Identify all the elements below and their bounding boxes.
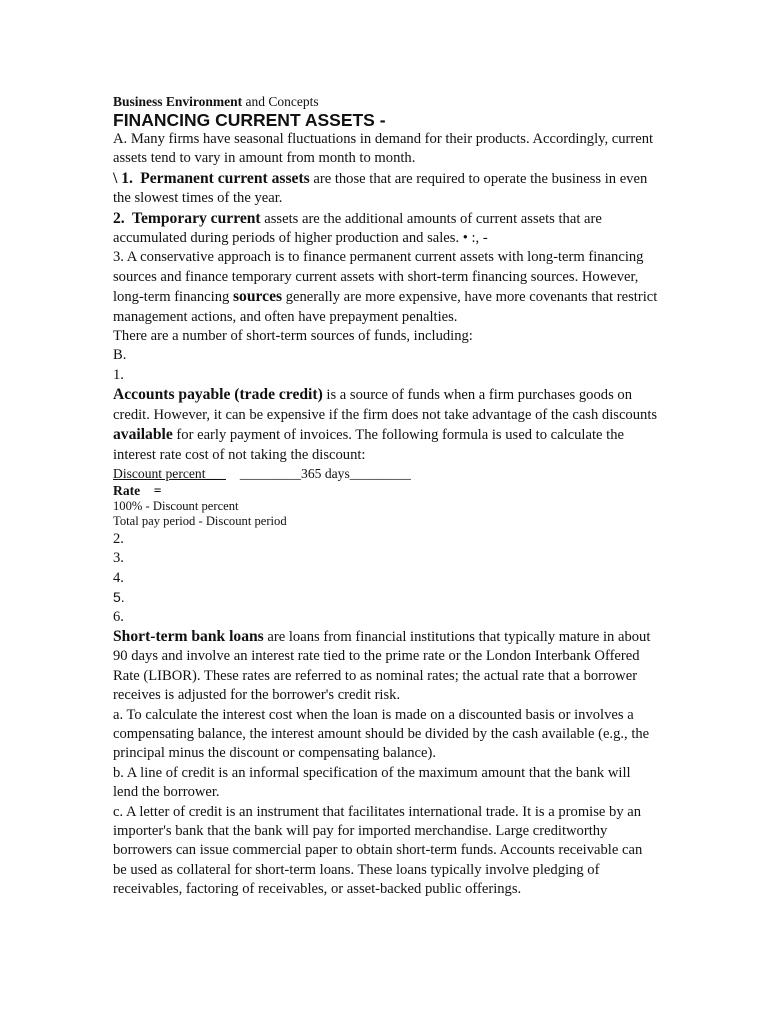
list-number: 2. [113,530,124,547]
item-3 [113,248,658,327]
formula-denominator-left: 100% - Discount percent [113,498,239,513]
list-number: 5. [113,589,125,606]
payable-term-2: available [113,426,173,444]
item-3-text-before: A conservative approach is to finance permanent current assets with long-term financing sources and finance temporary current assets with short-term financing sources. However, long-term financing [113,249,644,306]
item-2-text: assets are the additional amounts of current assets that are accumulated during periods of higher production and sales. • :, - [113,210,602,247]
item-1-number: 1. [121,169,133,187]
header-bold: Business Environment [113,94,243,109]
item-3-number: 3. [113,249,124,266]
payable-term: Accounts payable (trade credit) [113,386,323,404]
bank-text: are loans from financial institutions that typically mature in about 90 days and involve an interest rate tied to the prime rate or the London Interbank Offered Rate (LIBOR). These rates are referred to as nominal rates; the actual rate that a borrower receives is adjusted for the borrower's credit risk. [113,628,651,704]
rate-formula [113,465,658,499]
formula-numerator [113,465,658,482]
formula-rate-label: Rate [113,482,141,498]
list-number: 3. [113,550,124,567]
formula-denominator-right: Total pay period - Discount period [113,514,287,529]
formula-rate [113,482,658,499]
document-body [113,93,658,900]
item-3-text-after: generally are more expensive, have more covenants that restrict management actions, and often have prepayment penalties. [113,289,658,325]
payable-text-before: is a source of funds when a firm purchases goods on credit. However, it can be expensive if the firm does not take advantage of the cash discounts [113,387,658,423]
list-number: 4. [113,569,124,586]
page-header [113,93,658,110]
label-b: B. [113,347,127,364]
page-title: FINANCING CURRENT ASSETS - [113,110,386,130]
bank-loans [113,627,658,706]
item-2-term: Temporary current [132,209,261,227]
sub-item-c: c. A letter of credit is an instrument that facilitates international trade. It is a promise by an importer's bank that the bank will pay for imported merchandise. Large creditworthy borrowers can issue commercial paper to obtain short-term funds. Accounts receivable can be used as collateral for short-term loans. These loans typically involve pledging of receivables, factoring of receivables, or asset-backed public offerings. [113,803,643,898]
payable-text-after: for early payment of invoices. The following formula is used to calculate the interest rate cost of not taking the discount: [113,427,624,463]
item-1-term: Permanent current assets [140,169,310,187]
bank-term: Short-term bank loans [113,627,264,645]
item-2-number: 2. [113,209,125,227]
formula-numerator-left: Discount percent___ [113,465,226,481]
item-2 [113,209,658,249]
label-1: 1. [113,366,124,383]
item-1 [113,169,658,209]
section-a: A. Many firms have seasonal fluctuations in demand for their products. Accordingly, current assets tend to vary in amount from month to month. [113,131,654,167]
formula-numerator-right: _________365 days_________ [239,465,411,481]
item-1-prefix: \ [113,169,122,187]
sub-item-b: b. A line of credit is an informal specification of the maximum amount that the bank will lend the borrower. [113,764,631,801]
item-1-text: are those that are required to operate the business in even the slowest times of the year. [113,170,648,207]
intro-b: There are a number of short-term sources of funds, including: [113,328,473,345]
header-rest: and Concepts [242,94,319,109]
accounts-payable [113,385,658,465]
item-3-term: sources [232,288,283,306]
list-number: 6. [113,608,124,625]
sub-item-a: a. To calculate the interest cost when the loan is made on a discounted basis or involves a compensating balance, the interest amount should be divided by the cash available (e.g., the principal minus the discount or compensating balance). [113,706,650,762]
formula-equals: = [153,482,162,498]
